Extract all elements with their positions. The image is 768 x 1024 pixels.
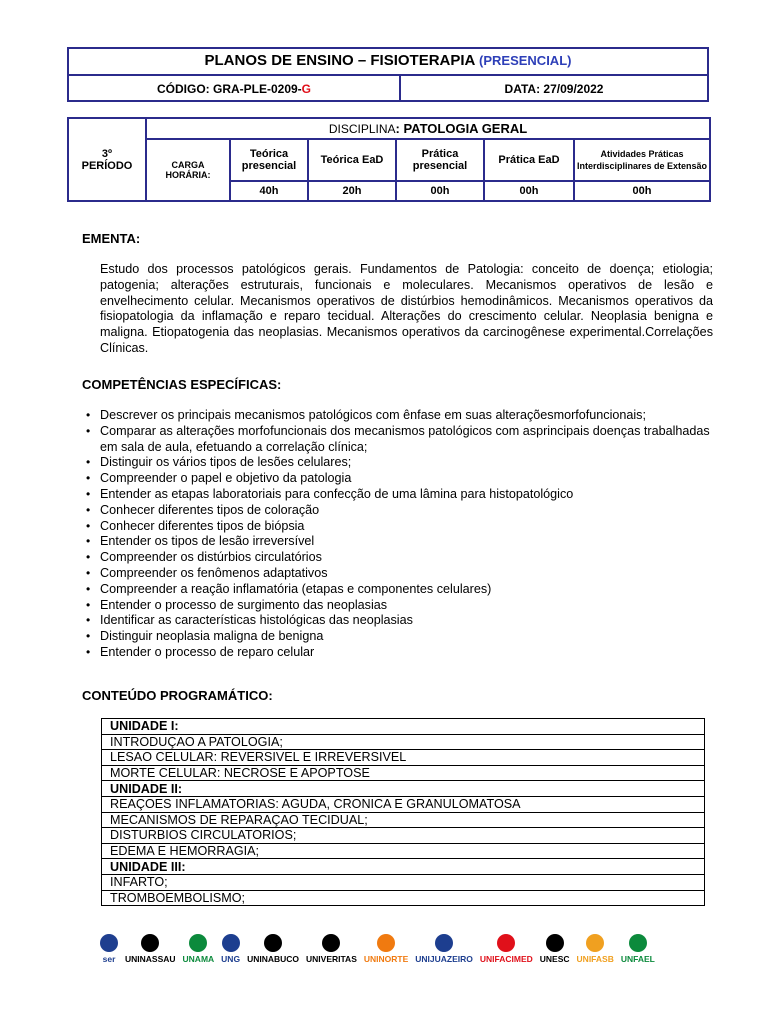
logo-text: UNIFASB: [576, 954, 614, 964]
logo-mark-icon: [377, 934, 395, 952]
col-pratica-presencial: Prática presencial: [396, 139, 484, 181]
logo-text: UNINABUCO: [247, 954, 300, 964]
logo-unama: [183, 934, 215, 964]
table-row: MECANISMOS DE REPARAÇAO TECIDUAL;: [102, 812, 705, 828]
table-row: UNIDADE III:: [102, 859, 705, 875]
logo-mark-icon: [264, 934, 282, 952]
conteudo-title: CONTEÚDO PROGRAMÁTICO:: [82, 688, 273, 703]
logo-univeritas: [306, 934, 357, 964]
course-code: [69, 76, 401, 102]
list-item: • Entender os tipos de lesão irreversível: [100, 534, 720, 550]
logo-unfael: [621, 934, 655, 964]
ementa-text: Estudo dos processos patológicos gerais. Fundamentos de Patologia: conceito de doença; etiologia; patogenia; alterações estruturais, funcionais e moleculares. Mecanismos operativos de lesão e envelhecimento celular. Mecanismos operativos de distúrbios hemodinâmicos. Mecanismos operativos da fisiopatologia da inflamação e reparo tecidual. Alterações do crescimento celular. Neoplasia benigna e maligna. Etiopatogenia das neoplasias. Mecanismos operativos da carcinogênese experimental.Correlações Clínicas.: [100, 262, 713, 355]
hours-pratica-ead: 00h: [484, 181, 574, 201]
table-row: REAÇOES INFLAMATORIAS: AGUDA, CRONICA E GRANULOMATOSA: [102, 796, 705, 812]
logo-mark-icon: [141, 934, 159, 952]
list-item: • Compreender os distúrbios circulatórios: [100, 550, 720, 566]
logo-mark-icon: [629, 934, 647, 952]
carga-label-2: HORÁRIA:: [165, 170, 211, 180]
logo-unijuazeiro: [415, 934, 473, 964]
logo-text: UNG: [221, 954, 241, 964]
list-item: • Compreender os fenômenos adaptativos: [100, 566, 720, 582]
footer-logos: [100, 928, 660, 964]
logo-mark-icon: [435, 934, 453, 952]
carga-horaria-label: [146, 139, 230, 201]
hours-teorica-presencial: 40h: [230, 181, 308, 201]
logo-text: UNINASSAU: [125, 954, 176, 964]
list-item: • Conhecer diferentes tipos de coloração: [100, 503, 720, 519]
logo-mark-icon: [222, 934, 240, 952]
list-item: • Compreender o papel e objetivo da patologia: [100, 471, 720, 487]
plan-title-text: PLANOS DE ENSINO – FISIOTERAPIA: [204, 52, 475, 69]
plan-date: DATA: 27/09/2022: [504, 82, 604, 96]
list-item: • Conhecer diferentes tipos de biópsia: [100, 519, 720, 535]
list-item: • Distinguir os vários tipos de lesões celulares;: [100, 455, 720, 471]
col-teorica-ead: Teórica EaD: [308, 139, 396, 181]
table-row: LESAO CELULAR: REVERSIVEL E IRREVERSIVEL: [102, 750, 705, 766]
course-code-text: CÓDIGO: GRA-PLE-0209-: [156, 82, 302, 96]
table-row: INFARTO;: [102, 874, 705, 890]
list-item: • Distinguir neoplasia maligna de benigna: [100, 629, 720, 645]
table-row: EDEMA E HEMORRAGIA;: [102, 843, 705, 859]
carga-label-1: CARGA: [171, 160, 205, 170]
list-item: • Descrever os principais mecanismos patológicos com ênfase em suas alteraçõesmorfofuncionais;: [100, 408, 720, 424]
period-number: 3º: [101, 147, 113, 160]
discipline-label: DISCIPLINA: [328, 122, 396, 136]
logo-mark-icon: [497, 934, 515, 952]
logo-text: UNIFACIMED: [479, 954, 533, 964]
table-row: UNIDADE II:: [102, 781, 705, 797]
logo-uninorte: [364, 934, 408, 964]
logo-ser: [100, 934, 118, 964]
discipline-name-cell: [146, 118, 710, 139]
col-atividades-extensao: Atividades Práticas Interdisciplinares de Extensão: [574, 139, 710, 181]
hours-teorica-ead: 20h: [308, 181, 396, 201]
hours-pratica-presencial: 00h: [396, 181, 484, 201]
col-teorica-presencial: Teórica presencial: [230, 139, 308, 181]
logo-text: ser: [102, 954, 116, 964]
table-row: UNIDADE I:: [102, 719, 705, 735]
list-item: • Entender o processo de reparo celular: [100, 645, 720, 661]
discipline-name: : PATOLOGIA GERAL: [395, 121, 528, 136]
plan-modality: (PRESENCIAL): [479, 53, 572, 68]
logo-text: UNINORTE: [363, 954, 409, 964]
logo-mark-icon: [100, 934, 118, 952]
col-pratica-ead: Prática EaD: [484, 139, 574, 181]
conteudo-table: [101, 718, 705, 906]
table-row: MORTE CELULAR: NECROSE E APOPTOSE: [102, 765, 705, 781]
discipline-table: [67, 117, 711, 202]
table-row: DISTURBIOS CIRCULATORIOS;: [102, 828, 705, 844]
plan-header: [67, 47, 709, 102]
logo-text: UNIVERITAS: [306, 954, 357, 964]
table-row: INTRODUÇAO A PATOLOGIA;: [102, 734, 705, 750]
logo-text: UNAMA: [182, 954, 215, 964]
list-item: • Compreender a reação inflamatória (etapas e componentes celulares): [100, 582, 720, 598]
logo-mark-icon: [189, 934, 207, 952]
logo-mark-icon: [586, 934, 604, 952]
logo-mark-icon: [322, 934, 340, 952]
logo-unifacimed: [480, 934, 533, 964]
logo-uninabuco: [247, 934, 299, 964]
list-item: • Entender o processo de surgimento das neoplasias: [100, 598, 720, 614]
course-code-suffix: G: [301, 82, 312, 96]
list-item: • Comparar as alterações morfofuncionais dos mecanismos patológicos com asprincipais doenças trabalhadas em sala de aula, efetuando a correlação clínica;: [100, 424, 720, 456]
logo-text: UNFAEL: [620, 954, 655, 964]
logo-uninassau: [125, 934, 176, 964]
list-item: • Identificar as características histológicas das neoplasias: [100, 613, 720, 629]
logo-unifasb: [577, 934, 614, 964]
competencias-list: [100, 408, 720, 661]
logo-text: UNESC: [539, 954, 570, 964]
ementa-title: EMENTA:: [82, 231, 141, 246]
logo-ung: [221, 934, 240, 964]
competencias-title: COMPETÊNCIAS ESPECÍFICAS:: [82, 377, 282, 392]
logo-text: UNIJUAZEIRO: [415, 954, 473, 964]
period-cell: [68, 118, 146, 201]
hours-atividades-extensao: 00h: [574, 181, 710, 201]
logo-mark-icon: [546, 934, 564, 952]
list-item: • Entender as etapas laboratoriais para confecção de uma lâmina para histopatológico: [100, 487, 720, 503]
plan-title: [69, 49, 707, 76]
logo-unesc: [540, 934, 570, 964]
table-row: TROMBOEMBOLISMO;: [102, 890, 705, 906]
period-label: PERÍODO: [81, 159, 133, 172]
